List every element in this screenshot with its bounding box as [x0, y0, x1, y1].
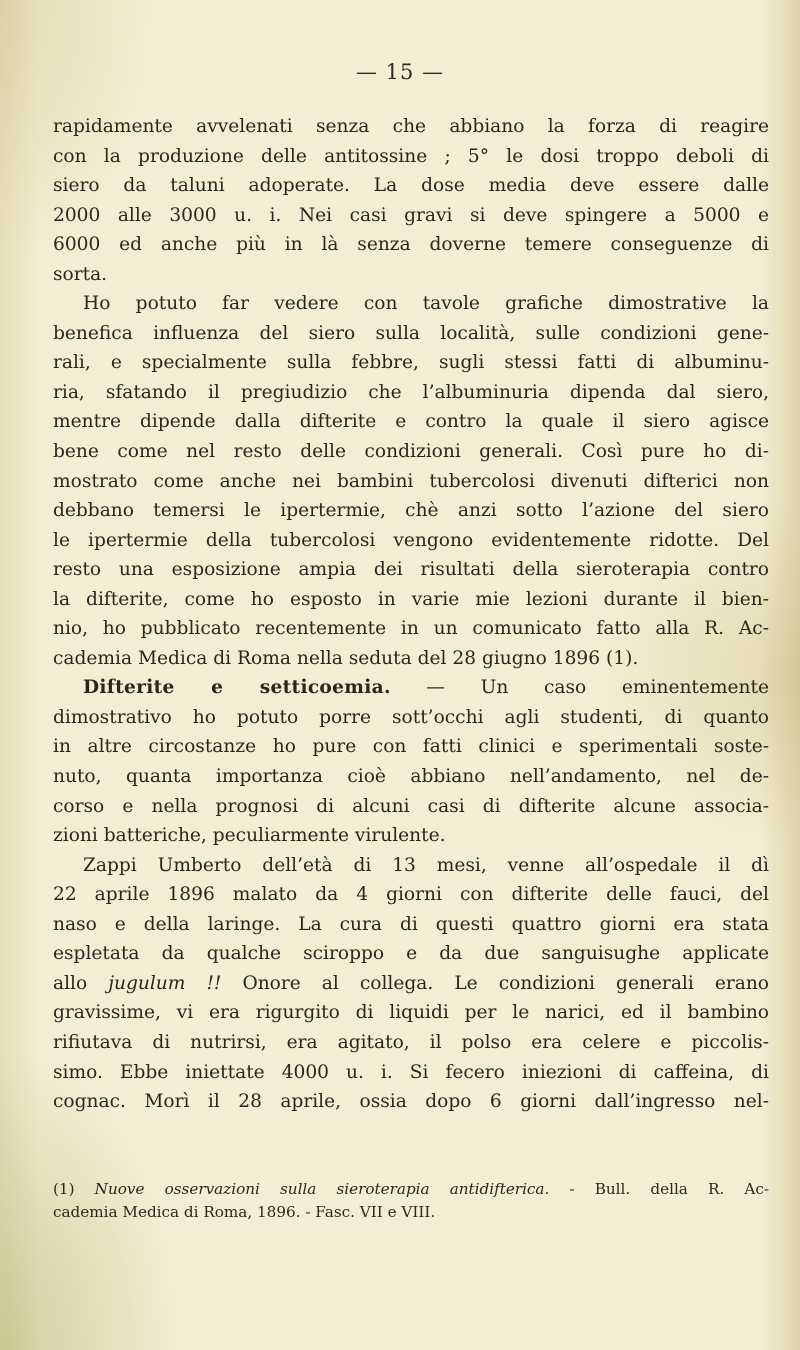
footnote-title: Nuove osservazioni sulla sieroterapia antidifterica.	[94, 1180, 550, 1198]
page-number: — 15 —	[355, 60, 445, 84]
text-line: ria, sfatando il pregiudizio che l’albuminuria dipenda dal siero,	[53, 381, 769, 403]
text-line: le ipertermie della tubercolosi vengono evidentemente ridotte. Del	[53, 529, 769, 551]
line-rest: Onore al collega. Le condizioni generali erano	[242, 972, 769, 994]
text-line: mentre dipende dalla difterite e contro la quale il siero agisce	[53, 411, 769, 433]
text-line: Ho potuto far vedere con tavole grafiche dimostrative la	[83, 293, 769, 315]
text-line: corso e nella prognosi di alcuni casi di difterite alcune associa-	[53, 795, 769, 817]
section-heading-line	[53, 673, 769, 703]
text-line: rapidamente avvelenati senza che abbiano la forza di reagire	[53, 116, 769, 137]
text-line: cognac. Morì il 28 aprile, ossia dopo 6 giorni dall’ingresso nel-	[53, 1091, 769, 1113]
text-line: dimostrativo ho potuto porre sott’occhi agli studenti, di quanto	[53, 706, 769, 728]
footnote-line: cademia Medica di Roma, 1896. - Fasc. VII e VIII.	[53, 1203, 436, 1221]
text-line: zioni batteriche, peculiarmente virulente.	[53, 825, 446, 847]
text-line: in altre circostanze ho pure con fatti clinici e sperimentali soste-	[53, 736, 769, 758]
text-line: nio, ho pubblicato recentemente in un comunicato fatto alla R. Ac-	[53, 618, 769, 640]
text-line: gravissime, vi era rigurgito di liquidi per le narici, ed il bambino	[53, 1002, 769, 1024]
text-line: rifiutava di nutrirsi, era agitato, il polso era celere e piccolis-	[53, 1031, 769, 1053]
body-text	[53, 112, 769, 1117]
italic-jugulum: jugulum !!	[108, 972, 222, 994]
allo-word: allo	[53, 972, 88, 994]
text-line: espletata da qualche sciroppo e da due sanguisughe applicate	[53, 943, 769, 965]
text-line: debbano temersi le ipertermie, chè anzi sotto l’azione del siero	[53, 500, 769, 522]
text-line: Zappi Umberto dell’età di 13 mesi, venne all’ospedale il dì	[83, 854, 769, 876]
text-line: naso e della laringe. La cura di questi quattro giorni era stata	[53, 913, 769, 935]
text-line: mostrato come anche nei bambini tubercolosi divenuti difterici non	[53, 470, 769, 492]
text-line: 6000 ed anche più in là senza doverne temere conseguenze di	[53, 234, 769, 256]
text-line: benefica influenza del siero sulla località, sulle condizioni gene-	[53, 322, 769, 344]
heading-line-text: — Un caso eminentemente	[426, 677, 769, 699]
text-line: resto una esposizione ampia dei risultati della sieroterapia contro	[53, 559, 769, 581]
section-heading: Difterite e setticoemia.	[83, 677, 391, 699]
footnote-rest: - Bull. della R. Ac-	[569, 1180, 770, 1198]
footnote-line	[53, 1178, 769, 1201]
footnote	[53, 1178, 769, 1224]
text-line: siero da taluni adoperate. La dose media deve essere dalle	[53, 175, 769, 197]
footnote-marker: (1)	[53, 1180, 75, 1198]
text-line: bene come nel resto delle condizioni generali. Così pure ho di-	[53, 441, 769, 463]
text-line: cademia Medica di Roma nella seduta del 28 giugno 1896 (1).	[53, 647, 639, 669]
text-line: simo. Ebbe iniettate 4000 u. i. Si fecero iniezioni di caffeina, di	[53, 1061, 769, 1083]
text-line: rali, e specialmente sulla febbre, sugli stessi fatti di albuminu-	[53, 352, 769, 374]
text-line: nuto, quanta importanza cioè abbiano nell’andamento, nel de-	[53, 766, 769, 788]
text-line: con la produzione delle antitossine ; 5° le dosi troppo deboli di	[53, 145, 769, 167]
text-line: 22 aprile 1896 malato da 4 giorni con difterite delle fauci, del	[53, 884, 769, 906]
text-line: sorta.	[53, 263, 108, 285]
text-line: la difterite, come ho esposto in varie mie lezioni durante il bien-	[53, 588, 769, 610]
text-line: 2000 alle 3000 u. i. Nei casi gravi si deve spingere a 5000 e	[53, 204, 769, 226]
text-line	[53, 969, 769, 999]
